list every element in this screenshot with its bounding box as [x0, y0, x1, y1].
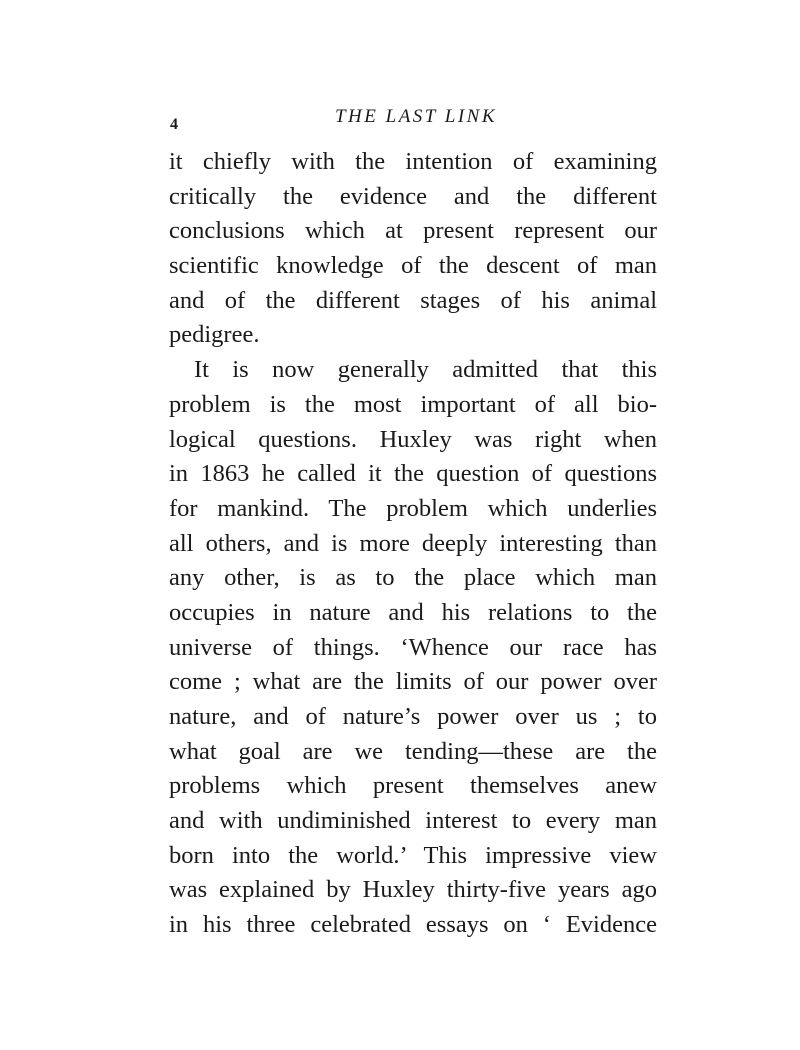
text-line: problems which present themselves anew [169, 772, 657, 800]
page-header [168, 104, 656, 132]
text-line: occupies in nature and his relations to the [169, 598, 657, 626]
text-line: critically the evidence and the different [169, 182, 657, 210]
text-line: and with undiminished interest to every man [169, 807, 657, 835]
body-text [169, 145, 657, 943]
text-line: in 1863 he called it the question of questions [169, 460, 657, 488]
text-line: pedigree. [169, 321, 260, 349]
text-line: born into the world.’ This impressive view [169, 841, 657, 869]
text-line: it chiefly with the intention of examining [169, 148, 657, 175]
text-line: what goal are we tending—these are the [169, 737, 657, 765]
paragraph-first-line: It is now generally admitted that this [194, 356, 657, 384]
running-title: THE LAST LINK [334, 106, 498, 127]
text-line: any other, is as to the place which man [169, 564, 657, 592]
text-line: logical questions. Huxley was right when [169, 425, 657, 453]
text-line: in his three celebrated essays on ‘ Evidence [169, 911, 657, 939]
text-line: for mankind. The problem which underlies [169, 494, 657, 522]
text-line: come ; what are the limits of our power over [169, 668, 657, 696]
text-line: all others, and is more deeply interesting than [169, 529, 657, 557]
text-line: was explained by Huxley thirty-five years ago [169, 876, 657, 904]
text-line: and of the different stages of his animal [169, 286, 657, 314]
text-line: scientific knowledge of the descent of man [169, 252, 657, 280]
text-line: problem is the most important of all bio- [169, 390, 657, 418]
text-line: universe of things. ‘Whence our race has [169, 633, 657, 661]
page-number: 4 [170, 116, 178, 133]
text-line: conclusions which at present represent our [169, 217, 657, 245]
text-line: nature, and of nature’s power over us ; to [169, 703, 657, 730]
